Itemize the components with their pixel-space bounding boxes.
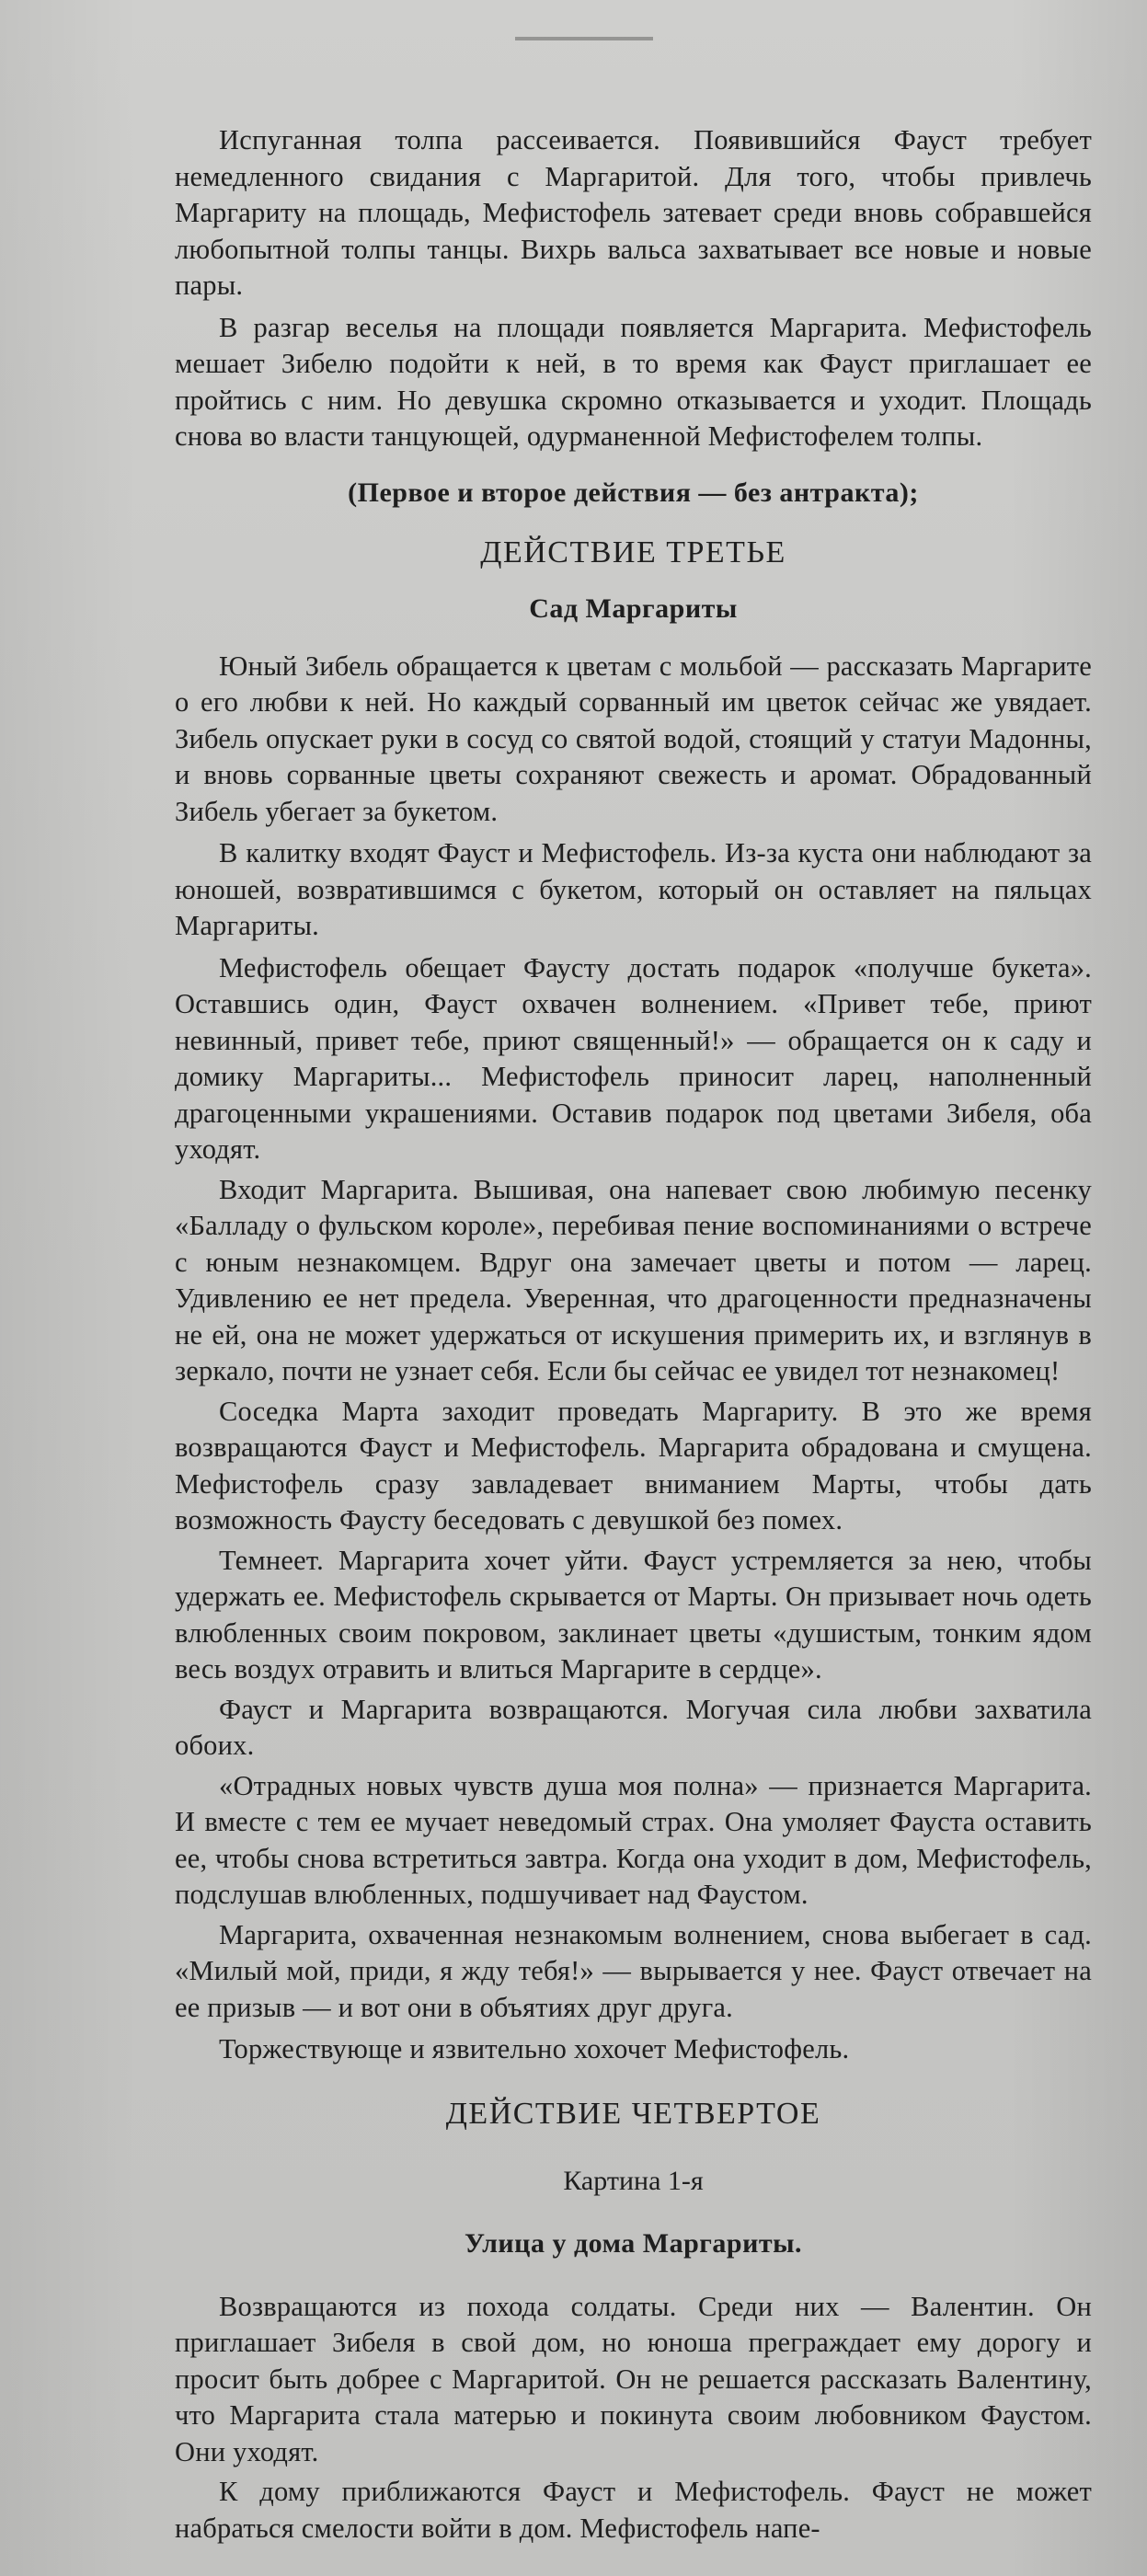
act4-picture-number: Картина 1-я [563,2165,704,2196]
act4-paragraph: Возвращаются из похода солдаты. Среди них — Валентин. Он приглашает Зибеля в свой дом, но юноша преграждает ему дорогу и просит быть добрее с Маргаритой. Он не решается рассказать Валентину, что Маргарита стала матерью и покинута своим любовником Фаустом. Они уходят. [175,2290,1092,2467]
act2-paragraph: В разгар веселья на площади появляется Маргарита. Мефистофель мешает Зибелю подойти к ней, в то время как Фауст приглашает ее пройтись с ним. Но девушка скромно отказывается и уходит. Площадь снова во власти танцующей, одурманенной Мефистофелем толпы. [175,311,1092,452]
act3-paragraph: Соседка Марта заходит проведать Маргариту. В это же время возвращаются Фауст и Мефистофель. Маргарита обрадована и смущена. Мефистофель сразу завладевает вниманием Марты, чтобы дать возможность Фаусту беседовать с девушкой без помех. [175,1395,1092,1535]
text-column [175,122,1092,2547]
act3-paragraph: Маргарита, охваченная незнакомым волнением, снова выбегает в сад. «Милый мой, приди, я жду тебя!» — вырывается у нее. Фауст отвечает на ее призыв — и вот они в объятиях друг друга. [175,1918,1092,2023]
act3-paragraph: Входит Маргарита. Вышивая, она напевает свою любимую песенку «Балладу о фульском короле», перебивая пение воспоминаниями о встрече с юным незнакомцем. Вдруг она замечает цветы и потом — ларец. Удивлению ее нет предела. Уверенная, что драгоценности предназначены не ей, она не может удержаться от искушения примерить их, и взглянув в зеркало, почти не узнает себя. Если бы сейчас ее увидел тот незнакомец! [175,1173,1092,1386]
act3-paragraph: Юный Зибель обращается к цветам с мольбой — рассказать Маргарите о его любви к ней. Но каждый сорванный им цветок сейчас же увядает. Зибель опускает руки в сосуд со святой водой, стоящий у статуи Мадонны, и вновь сорванные цветы сохраняют свежесть и аромат. Обрадованный Зибель убегает за букетом. [175,650,1092,827]
act4-scene: Улица у дома Маргариты. [464,2227,803,2259]
act3-scene: Сад Маргариты [529,592,738,624]
act3-paragraph: Мефистофель обещает Фаусту достать подарок «получше букета». Оставшись один, Фауст охвачен волнением. «Привет тебе, приют невинный, привет тебе, приют священный!» — обращается он к саду и домику Маргариты... Мефистофель приносит ларец, наполненный драгоценными украшениями. Оставив подарок под цветами Зибеля, оба уходят. [175,951,1092,1165]
act2-paragraph: Испуганная толпа рассеивается. Появившийся Фауст требует немедленного свидания с Маргаритой. Для того, чтобы привлечь Маргариту на площадь, Мефистофель затевает среди вновь собравшейся любопытной толпы танцы. Вихрь вальса захватывает все новые и новые пары. [175,124,1092,301]
act3-paragraph: «Отрадных новых чувств душа моя полна» — признается Маргарита. И вместе с тем ее мучает неведомый страх. Она умоляет Фауста оставить ее, чтобы снова встретиться завтра. Когда она уходит в дом, Мефистофель, подслушав влюбленных, подшучивает над Фаустом. [175,1769,1092,1910]
act3-paragraph: Темнеет. Маргарита хочет уйти. Фауст устремляется за нею, чтобы удержать ее. Мефистофель скрывается от Марты. Он призывает ночь одеть влюбленных своим покровом, заклинает цветы «душистым, тонким ядом весь воздух отравить и влиться Маргарите в сердце». [175,1544,1092,1685]
act4-title: ДЕЙСТВИЕ ЧЕТВЕРТОЕ [445,2096,821,2131]
act3-title: ДЕЙСТВИЕ ТРЕТЬЕ [480,535,786,569]
act3-paragraph: Фауст и Маргарита возвращаются. Могучая сила любви захватила обоих. [175,1693,1092,1761]
act4-paragraph: К дому приближаются Фауст и Мефистофель. Фауст не может набраться смелости войти в дом. Мефистофель напе- [175,2476,1092,2544]
act3-paragraph: В калитку входят Фауст и Мефистофель. Из-за куста они наблюдают за юношей, возвратившимся с букетом, который он оставляет на пяльцах Маргариты. [175,837,1092,941]
print-mark [515,37,653,40]
intermission-note: (Первое и второе действия — без антракта); [348,477,919,508]
act3-paragraph: Торжествующе и язвительно хохочет Мефистофель. [219,2033,850,2064]
